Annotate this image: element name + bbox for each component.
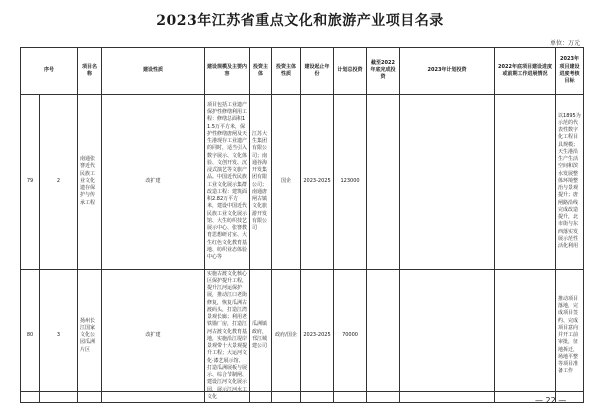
cell-target: 推动项目落地，完成项目签约、完成项目意向并开工前审批，征地拆迁，场地平整等项目准备工作	[556, 269, 584, 403]
header-investor-type: 投资主体性质	[272, 48, 301, 95]
cell-progress	[495, 94, 556, 269]
cell-seq: 79	[21, 94, 40, 269]
cell-seq: 80	[21, 269, 40, 403]
header-content: 建设规模及主要内容	[205, 48, 250, 95]
cell-investor: 江苏大生集团有限公司；南通谷海开发集团有限公司；南通唐闸古镇文化旅游开发有限公司	[250, 94, 272, 269]
cell-investor: 瓜洲镇政府，邗江城建公司	[250, 269, 272, 403]
cell-nature: 改扩建	[102, 269, 205, 403]
cell-content: 实施古渡文化核心区保护提升工程，提升江河运保护展，推动江口老街修复，恢复瓜洲古渡码头，打造江湾景观长廊；利用老铁锚厂房，打造江河古渡文化教育基地，实施沿江堤岸景观带十大景观提升工程；大运河文化·漆艺展示馆、打造瓜洲展板与展示、综合节制闸、建设江河文化展示园，展示江河水工文化	[205, 269, 250, 403]
project-table	[20, 47, 584, 403]
cell-plan	[400, 269, 495, 403]
cell-nature: 改扩建	[102, 94, 205, 269]
page-number: — 22 —	[535, 396, 567, 405]
cell-investor-type: 国企	[272, 94, 301, 269]
header-target: 2023年项目建设进度考核目标	[556, 48, 584, 95]
cell-total: 70000	[334, 269, 367, 403]
cell-target: 以1895为示范的代表性数字化工程目具规模；天生港沿生产生活空间和滨水发展整体环境整治与景观提升；唐闸路沿线完成改造提升，北市街与东西落实发展示范性活化利用	[556, 94, 584, 269]
header-total: 计划总投资	[334, 48, 367, 95]
unit-label: 单位：万元	[549, 40, 580, 47]
cell-content: 项目包括工业遗产保护性修缮利用工程：修缮总面积11.5万平方米，保护性修缮唐闸及天生港现存工业遗产的同时，适当引入数字展示、文化体验、文创开发、沉浸式演艺等文旅产品。中国近代民族工业文化展示集群改造工程：建筑面积2.82万平方米，建设中国近代民族工业文化展示馆、大生纺织技艺展示中心、张謇教育思想研讨室、大生红色文化教育基地、纺织业态体验中心等	[205, 94, 250, 269]
header-nature: 建设性质	[102, 48, 205, 95]
cell-investor-type: 政府/国企	[272, 269, 301, 403]
cell-progress	[495, 269, 556, 403]
cell-total: 123000	[334, 94, 367, 269]
header-progress: 2022年底项目建设进度或前期工作进展情况	[495, 48, 556, 95]
header-years: 建设起止年份	[301, 48, 334, 95]
cell-sub-seq: 2	[40, 94, 78, 269]
cell-years: 2023-2025	[301, 94, 334, 269]
header-investor: 投资主体	[250, 48, 272, 95]
cell-name: 扬州长江国家文化公园瓜洲片区	[78, 269, 102, 403]
header-seq: 序号	[21, 48, 78, 95]
table-row	[21, 94, 584, 269]
header-name: 项目名称	[78, 48, 102, 95]
table-row	[21, 269, 584, 403]
table-header-row	[21, 48, 584, 95]
cell-done	[367, 269, 400, 403]
header-done: 截至2022年底完成投资	[367, 48, 400, 95]
cell-plan	[400, 94, 495, 269]
page-title: 2023年江苏省重点文化和旅游产业项目名录	[156, 13, 444, 29]
cell-name: 南通张謇近代民族工业文化遗存保护与传承工程	[78, 94, 102, 269]
cell-sub-seq: 3	[40, 269, 78, 403]
header-plan: 2023年计划投资	[400, 48, 495, 95]
cell-years: 2023-2025	[301, 269, 334, 403]
cell-done	[367, 94, 400, 269]
footer-divider	[20, 391, 583, 392]
